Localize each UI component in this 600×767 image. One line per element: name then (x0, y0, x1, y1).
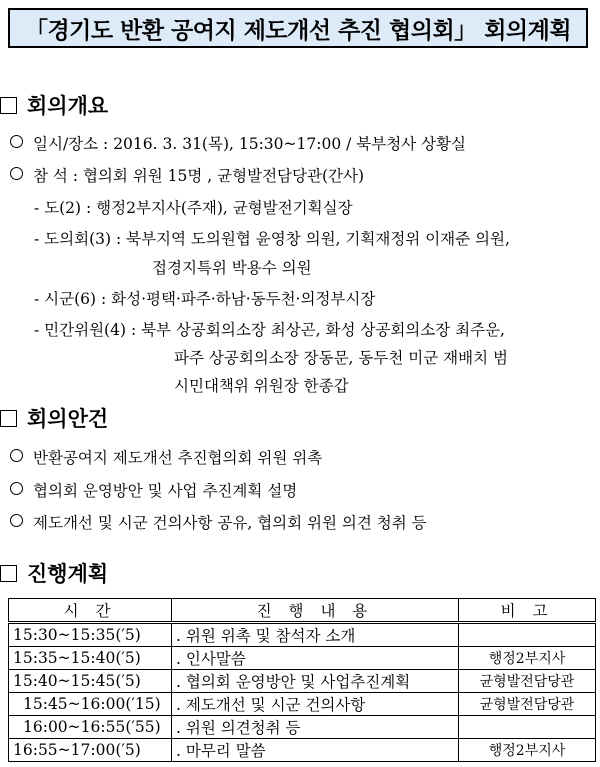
attendee-do: - 도(2) : 행정2부지사(주재), 균형발전기획실장 (34, 199, 353, 217)
cell-content: . 인사말씀 (172, 647, 459, 670)
cell-time: 15:45~16:00(′15) (9, 693, 172, 716)
cell-time: 15:30~15:35(′5) (9, 623, 172, 647)
square-bullet-icon (0, 410, 17, 427)
section-heading-schedule (0, 558, 108, 588)
table-row (9, 693, 596, 716)
page-title: 「경기도 반환 공여지 제도개선 추진 협의회」 회의계획 (24, 17, 572, 44)
overview-attendees-text: 참 석 : 협의회 위원 15명 , 균형발전담당관(간사) (33, 167, 364, 185)
header-content: 진 행 내 용 (172, 599, 459, 623)
cell-note: 행정2부지사 (459, 739, 596, 762)
circle-bullet-icon (10, 135, 23, 148)
cell-note: 행정2부지사 (459, 647, 596, 670)
agenda-item-text: 제도개선 및 시군 건의사항 공유, 협의회 위원 의견 청취 등 (33, 514, 427, 532)
table-header-row (9, 599, 596, 623)
attendee-civil-line1: - 민간위원(4) : 북부 상공회의소장 최상곤, 화성 상공회의소장 최주운, (34, 321, 505, 339)
agenda-item (10, 479, 297, 501)
cell-time: 16:55~17:00(′5) (9, 739, 172, 762)
overview-attendees (10, 164, 364, 186)
header-note: 비 고 (459, 599, 596, 623)
attendee-sigun: - 시군(6) : 화성·평택·파주·하남·동두천·의정부시장 (34, 290, 376, 308)
section-heading-text: 회의개요 (27, 94, 109, 118)
header-time: 시 간 (9, 599, 172, 623)
cell-note (459, 623, 596, 647)
square-bullet-icon (0, 565, 17, 582)
cell-note: 균형발전담당관 (459, 670, 596, 693)
cell-content: . 위원 의견청취 등 (172, 716, 459, 739)
cell-time: 15:40~15:45(′5) (9, 670, 172, 693)
attendee-council-line1: - 도의회(3) : 북부지역 도의원협 윤영창 의원, 기획재정위 이재준 의원, (34, 230, 510, 248)
square-bullet-icon (0, 97, 17, 114)
circle-bullet-icon (10, 167, 23, 180)
attendee-civil-line3: 시민대책위 위원장 한종갑 (174, 377, 349, 395)
section-heading-agenda (0, 403, 108, 433)
attendee-civil-line2: 파주 상공회의소장 장동문, 동두천 미군 재배치 범 (174, 349, 508, 367)
cell-content: . 위원 위촉 및 참석자 소개 (172, 623, 459, 647)
section-heading-text: 진행계획 (27, 562, 109, 586)
cell-content: . 제도개선 및 시군 건의사항 (172, 693, 459, 716)
cell-content: . 협의회 운영방안 및 사업추진계획 (172, 670, 459, 693)
table-row (9, 647, 596, 670)
agenda-item (10, 446, 322, 468)
cell-content: . 마무리 말씀 (172, 739, 459, 762)
overview-datetime-text: 일시/장소 : 2016. 3. 31(목), 15:30~17:00 / 북부청사 상황실 (33, 135, 466, 153)
cell-time: 16:00~16:55(′55) (9, 716, 172, 739)
table-row (9, 670, 596, 693)
section-heading-text: 회의안건 (27, 407, 109, 431)
agenda-item-text: 반환공여지 제도개선 추진협의회 위원 위촉 (33, 449, 323, 467)
agenda-item-text: 협의회 운영방안 및 사업 추진계획 설명 (33, 482, 298, 500)
cell-note: 균형발전담당관 (459, 693, 596, 716)
table-row (9, 623, 596, 647)
schedule-table (8, 598, 596, 762)
cell-note (459, 716, 596, 739)
circle-bullet-icon (10, 514, 23, 527)
table-row (9, 716, 596, 739)
overview-datetime (10, 132, 466, 154)
page-title-box (8, 8, 588, 48)
circle-bullet-icon (10, 482, 23, 495)
circle-bullet-icon (10, 449, 23, 462)
attendee-council-line2: 접경지특위 박용수 의원 (152, 259, 312, 277)
section-heading-overview (0, 90, 108, 120)
agenda-item (10, 511, 427, 533)
table-row (9, 739, 596, 762)
cell-time: 15:35~15:40(′5) (9, 647, 172, 670)
